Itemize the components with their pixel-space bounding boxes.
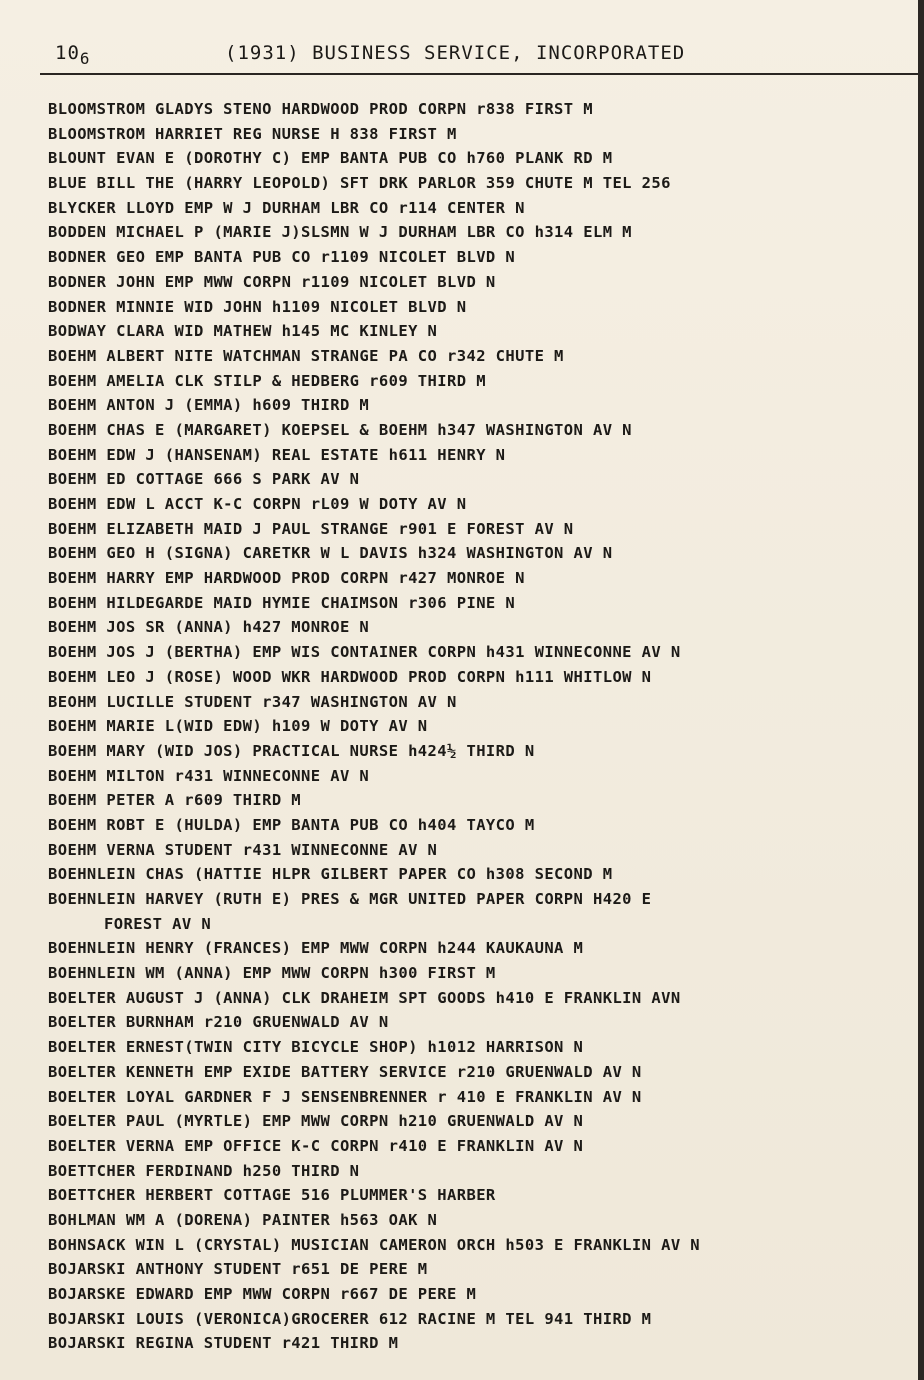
header-rule — [40, 73, 918, 75]
directory-entry: BOETTCHER HERBERT COTTAGE 516 PLUMMER'S HARBER — [48, 1186, 496, 1205]
directory-entry: BOEHNLEIN WM (ANNA) EMP MWW CORPN h300 FIRST M — [48, 964, 496, 983]
directory-entry: BOEHM LEO J (ROSE) WOOD WKR HARDWOOD PROD CORPN h111 WHITLOW N — [48, 667, 652, 686]
directory-entry: BOJARSKI LOUIS (VERONICA)GROCERER 612 RACINE M TEL 941 THIRD M — [48, 1309, 652, 1328]
directory-entry: BOEHM ELIZABETH MAID J PAUL STRANGE r901 E FOREST AV N — [48, 519, 574, 538]
directory-entry: BOEHNLEIN CHAS (HATTIE HLPR GILBERT PAPER CO h308 SECOND M — [48, 865, 613, 884]
directory-entry: BOEHM HARRY EMP HARDWOOD PROD CORPN r427 MONROE N — [48, 569, 525, 588]
directory-entry: BOEHM EDW J (HANSENAM) REAL ESTATE h611 HENRY N — [48, 445, 506, 464]
directory-entry: BOELTER VERNA EMP OFFICE K-C CORPN r410 E FRANKLIN AV N — [48, 1136, 584, 1155]
directory-entries — [48, 97, 918, 1356]
page-header — [55, 42, 915, 68]
directory-entry: BOJARSKI REGINA STUDENT r421 THIRD M — [48, 1334, 399, 1353]
directory-entry: BLUE BILL THE (HARRY LEOPOLD) SFT DRK PARLOR 359 CHUTE M TEL 256 — [48, 174, 671, 193]
directory-entry: BOEHM JOS J (BERTHA) EMP WIS CONTAINER CORPN h431 WINNECONNE AV N — [48, 643, 681, 662]
directory-entry: BOELTER AUGUST J (ANNA) CLK DRAHEIM SPT GOODS h410 E FRANKLIN AVN — [48, 988, 681, 1007]
directory-entry: BODNER GEO EMP BANTA PUB CO r1109 NICOLET BLVD N — [48, 248, 516, 267]
directory-entry: BLOOMSTROM GLADYS STENO HARDWOOD PROD CORPN r838 FIRST M — [48, 100, 593, 118]
directory-entry: BOEHM ALBERT NITE WATCHMAN STRANGE PA CO r342 CHUTE M — [48, 346, 564, 365]
directory-entry: BOJARSKE EDWARD EMP MWW CORPN r667 DE PERE M — [48, 1285, 477, 1303]
directory-entry: BOEHM VERNA STUDENT r431 WINNECONNE AV N — [48, 840, 438, 859]
directory-entry: BOEHM GEO H (SIGNA) CARETKR W L DAVIS h324 WASHINGTON AV N — [48, 544, 613, 563]
directory-entry: BOELTER KENNETH EMP EXIDE BATTERY SERVICE r210 GRUENWALD AV N — [48, 1062, 642, 1081]
directory-entry: BODNER JOHN EMP MWW CORPN r1109 NICOLET BLVD N — [48, 272, 496, 291]
directory-entry: BOEHM MARIE L(WID EDW) h109 W DOTY AV N — [48, 717, 428, 736]
directory-entry: BOEHM MARY (WID JOS) PRACTICAL NURSE h424½ THIRD N — [48, 741, 535, 760]
directory-entry: BOELTER LOYAL GARDNER F J SENSENBRENNER r 410 E FRANKLIN AV N — [48, 1087, 642, 1106]
directory-entry: BOEHM ANTON J (EMMA) h609 THIRD M — [48, 396, 370, 415]
directory-entry: BOEHM JOS SR (ANNA) h427 MONROE N — [48, 618, 370, 637]
directory-entry: BOEHM ROBT E (HULDA) EMP BANTA PUB CO h404 TAYCO M — [48, 815, 535, 834]
directory-entry: BLOUNT EVAN E (DOROTHY C) EMP BANTA PUB CO h760 PLANK RD M — [48, 149, 613, 168]
directory-entry: BOEHNLEIN HARVEY (RUTH E) PRES & MGR UNITED PAPER CORPN H420 E — [48, 890, 652, 908]
directory-entry: BLYCKER LLOYD EMP W J DURHAM LBR CO r114 CENTER N — [48, 198, 525, 217]
header-title: (1931) BUSINESS SERVICE, INCORPORATED — [225, 42, 686, 64]
directory-entry: BOEHM CHAS E (MARGARET) KOEPSEL & BOEHM h347 WASHINGTON AV N — [48, 420, 632, 439]
directory-entry: BOHLMAN WM A (DORENA) PAINTER h563 OAK N — [48, 1210, 438, 1229]
directory-entry: BLOOMSTROM HARRIET REG NURSE H 838 FIRST M — [48, 124, 457, 143]
directory-entry: BOEHM MILTON r431 WINNECONNE AV N — [48, 766, 370, 785]
directory-entry: BOELTER BURNHAM r210 GRUENWALD AV N — [48, 1013, 389, 1032]
directory-entry: BOEHM ED COTTAGE 666 S PARK AV N — [48, 470, 360, 489]
directory-entry: BOELTER ERNEST(TWIN CITY BICYCLE SHOP) h1012 HARRISON N — [48, 1038, 584, 1057]
directory-entry: BOEHM HILDEGARDE MAID HYMIE CHAIMSON r306 PINE N — [48, 593, 516, 612]
page-number-sub: 6 — [79, 48, 91, 68]
directory-entry: BOJARSKI ANTHONY STUDENT r651 DE PERE M — [48, 1260, 428, 1279]
directory-entry: BOETTCHER FERDINAND h250 THIRD N — [48, 1161, 360, 1180]
directory-entry: BOEHM EDW L ACCT K-C CORPN rL09 W DOTY AV N — [48, 495, 467, 513]
directory-entry: BOELTER PAUL (MYRTLE) EMP MWW CORPN h210 GRUENWALD AV N — [48, 1112, 584, 1131]
page-edge — [918, 0, 924, 1380]
directory-entry: BODDEN MICHAEL P (MARIE J)SLSMN W J DURHAM LBR CO h314 ELM M — [48, 223, 632, 242]
directory-entry: BOEHM AMELIA CLK STILP & HEDBERG r609 THIRD M — [48, 371, 486, 390]
directory-entry: BOHNSACK WIN L (CRYSTAL) MUSICIAN CAMERON ORCH h503 E FRANKLIN AV N — [48, 1235, 701, 1254]
directory-entry: BODWAY CLARA WID MATHEW h145 MC KINLEY N — [48, 322, 438, 341]
directory-entry: BOEHM PETER A r609 THIRD M — [48, 791, 302, 810]
directory-entry: BEOHM LUCILLE STUDENT r347 WASHINGTON AV N — [48, 692, 457, 711]
directory-entry: BODNER MINNIE WID JOHN h1109 NICOLET BLVD N — [48, 297, 467, 316]
directory-entry: BOEHNLEIN HENRY (FRANCES) EMP MWW CORPN h244 KAUKAUNA M — [48, 939, 584, 958]
directory-entry: FOREST AV N — [104, 914, 212, 933]
page-number: $10_6$ — [55, 42, 91, 68]
